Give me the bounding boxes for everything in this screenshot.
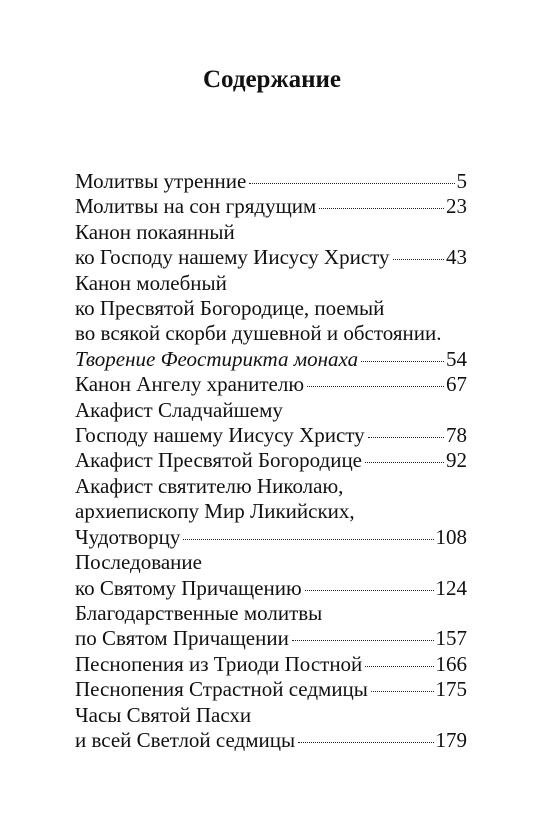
toc-entry-last-line [75, 626, 467, 651]
dot-leader [365, 462, 444, 463]
toc-entry-title: Творение Феостирикта монаха [75, 346, 359, 371]
toc-entry[interactable] [75, 703, 467, 754]
toc-entry-line: Акафист Сладчайшему [75, 397, 283, 422]
toc-entry[interactable] [75, 194, 467, 219]
toc-entry-last-line [75, 423, 467, 448]
toc-entry-line: Канон молебный [75, 270, 227, 295]
toc-page-number: 179 [435, 727, 467, 752]
toc-entry-title: Господу нашему Иисусу Христу [75, 423, 365, 448]
toc-entry-last-line [75, 372, 467, 397]
dot-leader [361, 361, 444, 362]
toc-page-number: 5 [456, 169, 467, 193]
dot-leader [307, 386, 444, 387]
dot-leader [292, 640, 434, 641]
toc-entry-last-line [75, 169, 467, 194]
dot-leader [365, 666, 433, 667]
toc-entry-last-line [75, 677, 467, 702]
table-of-contents [75, 169, 467, 753]
toc-page-number: 78 [446, 423, 467, 448]
toc-entry-last-line [75, 448, 467, 473]
toc-entry-title: ко Господу нашему Иисусу Христу [75, 245, 390, 270]
dot-leader [368, 437, 444, 438]
toc-entry-title: ко Святому Причащению [75, 575, 302, 600]
toc-entry-last-line [75, 652, 467, 677]
toc-entry-title: Акафист Пресвятой Богородице [75, 448, 363, 473]
toc-entry-line: во всякой скорби душевной и обстоянии. [75, 321, 442, 346]
toc-entry-last-line [75, 245, 467, 270]
toc-page-number: 166 [435, 651, 467, 676]
toc-entry-title: Канон Ангелу хранителю [75, 372, 305, 397]
toc-entry-line: архиепископу Мир Ликийских, [75, 499, 355, 524]
toc-entry-last-line [75, 347, 467, 372]
dot-leader [371, 691, 434, 692]
toc-entry-last-line [75, 728, 467, 753]
toc-entry-line: ко Пресвятой Богородице, поемый [75, 296, 385, 321]
toc-entry-line: Канон покаянный [75, 219, 235, 244]
toc-entry-line: Последование [75, 550, 202, 575]
toc-entry[interactable] [75, 169, 467, 194]
toc-entry-last-line [75, 194, 467, 219]
toc-page-number: 124 [435, 575, 467, 600]
dot-leader [319, 208, 444, 209]
toc-page-number: 175 [435, 677, 467, 702]
toc-page-number: 108 [435, 524, 467, 549]
toc-entry-line: Благодарственные молитвы [75, 600, 323, 625]
toc-entry[interactable] [75, 398, 467, 449]
toc-entry-last-line [75, 525, 467, 550]
toc-page-number: 157 [435, 626, 467, 651]
toc-entry[interactable] [75, 372, 467, 397]
toc-entry-title: Молитвы на сон грядущим [75, 194, 317, 219]
toc-entry[interactable] [75, 677, 467, 702]
toc-entry-title: Песнопения Страстной седмицы [75, 677, 368, 702]
toc-entry-line: Акафист святителю Николаю, [75, 473, 344, 498]
toc-entry[interactable] [75, 474, 467, 550]
toc-entry[interactable] [75, 550, 467, 601]
page-title: Содержание [202, 66, 341, 93]
dot-leader [249, 183, 454, 184]
toc-entry-title: Песнопения из Триоди Постной [75, 651, 363, 676]
toc-entry-title: Чудотворцу [75, 524, 181, 549]
dot-leader [393, 259, 444, 260]
toc-entry-title: и всей Светлой седмицы [75, 727, 296, 752]
toc-entry[interactable] [75, 271, 467, 373]
toc-page-number: 54 [446, 346, 467, 371]
toc-entry[interactable] [75, 601, 467, 652]
toc-page-number: 92 [446, 448, 467, 473]
toc-entry[interactable] [75, 448, 467, 473]
toc-entry[interactable] [75, 220, 467, 271]
dot-leader [298, 742, 433, 743]
dot-leader [305, 590, 434, 591]
toc-page-number: 43 [446, 245, 467, 270]
toc-entry-line: Часы Святой Пасхи [75, 702, 252, 727]
toc-page-number: 67 [446, 372, 467, 397]
toc-entry-title: Молитвы утренние [75, 169, 247, 193]
toc-page-number: 23 [446, 194, 467, 219]
toc-entry[interactable] [75, 652, 467, 677]
dot-leader [183, 539, 433, 540]
toc-entry-last-line [75, 576, 467, 601]
toc-entry-title: по Святом Причащении [75, 626, 289, 651]
